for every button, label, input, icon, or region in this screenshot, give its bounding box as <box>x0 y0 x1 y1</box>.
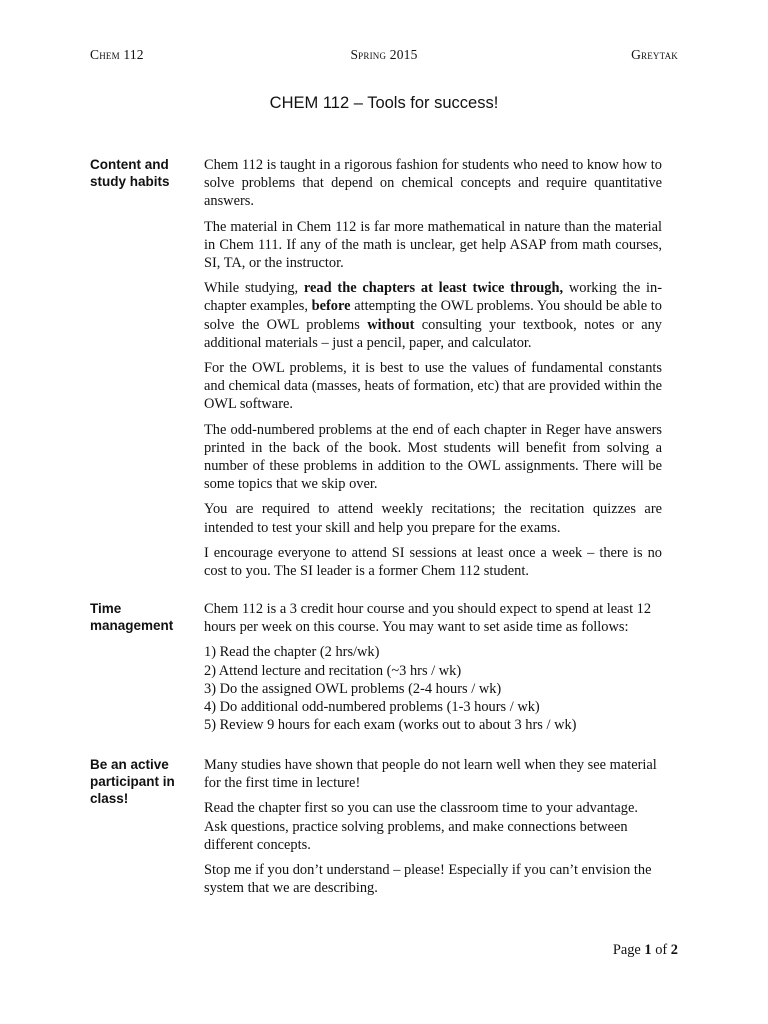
header-term: Spring 2015 <box>350 47 418 62</box>
paragraph: You are required to attend weekly recitations; the recitation quizzes are intended to test your skill and help you prepare for the exams. <box>204 501 662 536</box>
paragraph <box>204 279 662 352</box>
paragraph: Read the chapter first so you can use the classroom time to your advantage. Ask questions, practice solving problems, and make connections between different concepts. <box>204 800 638 853</box>
time-list <box>204 643 662 734</box>
text-run: working the in-chapter examples, <box>204 280 662 315</box>
emphasis-text: before <box>311 298 351 315</box>
page-number <box>613 942 678 959</box>
of-word: of <box>651 942 671 958</box>
paragraph: For the OWL problems, it is best to use the values of fundamental constants and chemical data (masses, heats of formation, etc) that are provided within the OWL software. <box>204 360 662 413</box>
header-course: Chem 112 <box>90 47 144 62</box>
section-content <box>204 600 662 734</box>
section-label: Be an active participant in class! <box>90 757 175 806</box>
paragraph: Chem 112 is taught in a rigorous fashion for students who need to know how to solve problems that depend on chemical concepts and require quantitative answers. <box>204 157 662 210</box>
paragraph: Stop me if you don’t understand – please! Especially if you can’t envision the system that we are describing. <box>204 862 652 897</box>
emphasis-text: read the chapters at least twice through, <box>303 280 564 297</box>
section-label: Content and study habits <box>90 157 170 189</box>
text-run: consulting your textbook, notes or any additional materials – just a pencil, paper, and calculator. <box>204 316 662 351</box>
list-item: 5) Review 9 hours for each exam (works out to about 3 hrs / wk) <box>204 717 577 734</box>
section-label: Time management <box>90 601 174 633</box>
text-run: attempting the OWL problems. You should be able to solve the OWL problems <box>204 298 662 333</box>
current-page: 1 <box>644 942 652 958</box>
section-content <box>204 756 662 904</box>
page-word: Page <box>612 942 645 958</box>
paragraph: The material in Chem 112 is far more mathematical in nature than the material in Chem 111. If any of the math is unclear, get help ASAP from math courses, SI, TA, or the instructor. <box>204 218 662 272</box>
list-item: 3) Do the assigned OWL problems (2-4 hours / wk) <box>204 680 502 697</box>
text-run: While studying, <box>204 280 304 297</box>
list-item: 1) Read the chapter (2 hrs/wk) <box>204 644 380 661</box>
paragraph: The odd-numbered problems at the end of each chapter in Reger have answers printed in the back of the book. Most students will benefit from solving a number of these problems in addition to the OWL assignments. There will be some topics that we skip over. <box>204 421 662 493</box>
total-pages: 2 <box>670 942 678 958</box>
page-title: CHEM 112 – Tools for success! <box>269 94 499 112</box>
list-item: 2) Attend lecture and recitation (~3 hrs / wk) <box>204 662 462 679</box>
paragraph: Chem 112 is a 3 credit hour course and you should expect to spend at least 12 hours per week on this course. You may want to set aside time as follows: <box>204 601 652 636</box>
list-item: 4) Do additional odd-numbered problems (1-3 hours / wk) <box>204 699 540 716</box>
paragraph: Many studies have shown that people do not learn well when they see material for the first time in lecture! <box>204 757 657 792</box>
header-instructor: Greytak <box>631 47 678 62</box>
section-content <box>204 156 662 587</box>
paragraph: I encourage everyone to attend SI sessions at least once a week – there is no cost to you. The SI leader is a former Chem 112 student. <box>204 544 662 580</box>
emphasis-text: without <box>367 316 415 333</box>
